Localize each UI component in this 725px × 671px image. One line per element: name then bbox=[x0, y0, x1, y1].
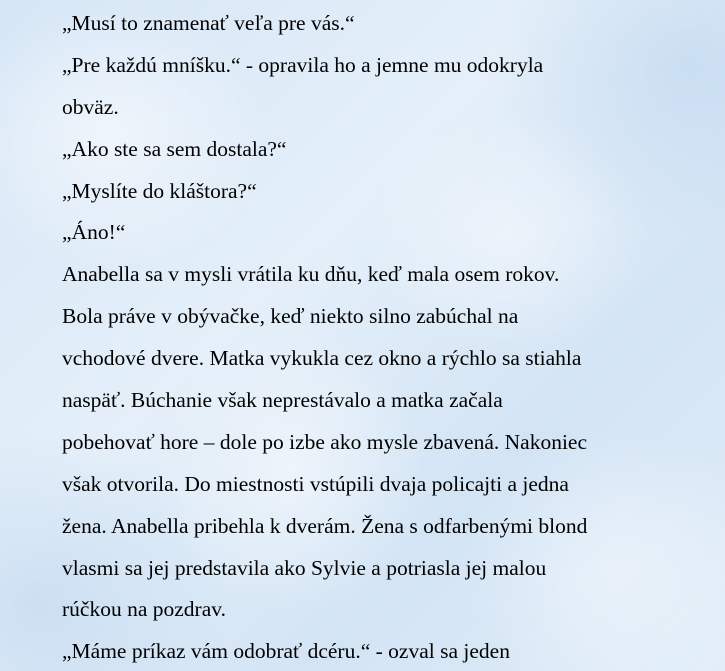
text-line: Bola práve v obývačke, keď niekto silno zabúchal na bbox=[62, 304, 519, 329]
text-line: obväz. bbox=[62, 94, 119, 119]
text-line: žena. Anabella pribehla k dverám. Žena s odfarbenými blond bbox=[62, 513, 588, 538]
text-line: „Musí to znamenať veľa pre vás.“ bbox=[62, 11, 355, 35]
text-line: „Pre každú mníšku.“ - opravila ho a jemne mu odokryla bbox=[62, 52, 544, 77]
text-line: vlasmi sa jej predstavila ako Sylvie a potriasla jej malou bbox=[62, 555, 547, 580]
text-line: vchodové dvere. Matka vykukla cez okno a rýchlo sa stiahla bbox=[62, 346, 582, 371]
text-line: „Áno!“ bbox=[62, 220, 126, 245]
text-line: rúčkou na pozdrav. bbox=[62, 597, 226, 622]
text-line: naspäť. Búchanie však neprestávalo a matka začala bbox=[62, 388, 503, 413]
story-text bbox=[62, 3, 702, 671]
text-line: pobehovať hore – dole po izbe ako mysle zbavená. Nakoniec bbox=[62, 429, 587, 454]
text-line: „Máme príkaz vám odobrať dcéru.“ - ozval sa jeden bbox=[62, 639, 510, 664]
text-line: „Myslíte do kláštora?“ bbox=[62, 178, 257, 203]
text-line: však otvorila. Do miestnosti vstúpili dvaja policajti a jedna bbox=[62, 471, 569, 496]
text-line: Anabella sa v mysli vrátila ku dňu, keď mala osem rokov. bbox=[62, 262, 560, 287]
text-line: „Ako ste sa sem dostala?“ bbox=[62, 136, 287, 161]
